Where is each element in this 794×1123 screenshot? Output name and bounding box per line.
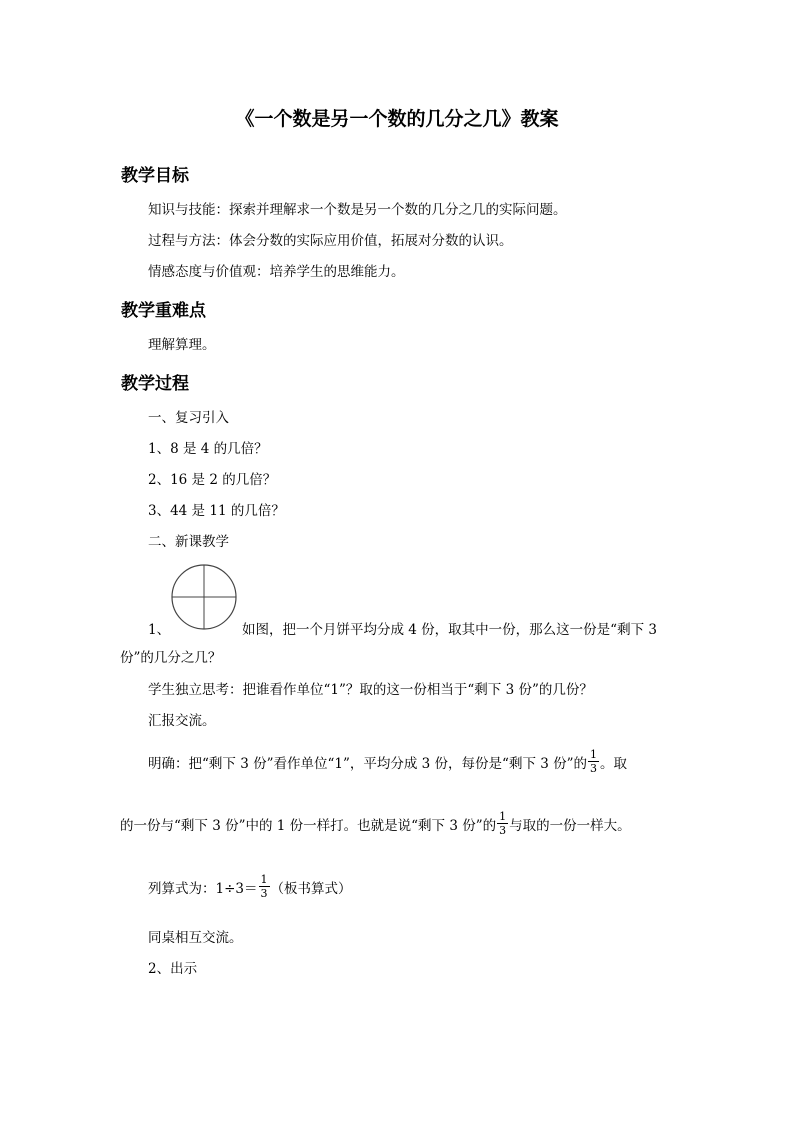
clarify-text-d: 与取的一份一样大。 bbox=[509, 817, 631, 834]
fraction-denominator: 3 bbox=[499, 824, 507, 837]
fraction-numerator: 1 bbox=[590, 748, 598, 761]
fraction-numerator: 1 bbox=[260, 873, 268, 886]
formula-text-b: （板书算式） bbox=[270, 880, 352, 897]
report-line: 汇报交流。 bbox=[148, 713, 216, 729]
circle-quarters-figure bbox=[170, 563, 238, 631]
step1-continued: 份”的几分之几？ bbox=[120, 650, 222, 666]
review-item-3: 3、44 是 11 的几倍？ bbox=[148, 503, 285, 519]
review-title: 一、复习引入 bbox=[148, 410, 229, 426]
key-points-heading: 教学重难点 bbox=[121, 301, 206, 321]
key-point-item: 理解算理。 bbox=[148, 337, 216, 353]
step2-line: 2、出示 bbox=[148, 961, 198, 977]
goal-knowledge: 知识与技能：探索并理解求一个数是另一个数的几分之几的实际问题。 bbox=[148, 202, 567, 218]
mooncake-diagram bbox=[170, 563, 238, 631]
goals-heading: 教学目标 bbox=[121, 166, 189, 186]
formula-text-a: 列算式为：1÷3＝ bbox=[148, 880, 258, 897]
clarify-line-1 bbox=[148, 748, 627, 775]
clarify-text-a: 明确：把“剩下 3 份”看作单位“1”，平均分成 3 份，每份是“剩下 3 份”的 bbox=[148, 755, 588, 772]
step1-number: 1、 bbox=[148, 622, 171, 638]
fraction-numerator: 1 bbox=[499, 810, 507, 823]
page-title: 《一个数是另一个数的几分之几》教案 bbox=[235, 108, 559, 130]
fraction-denominator: 3 bbox=[260, 887, 268, 900]
discuss-line: 同桌相互交流。 bbox=[148, 930, 243, 946]
clarify-text-c: 的一份与“剩下 3 份”中的 1 份一样打。也就是说“剩下 3 份”的 bbox=[120, 817, 497, 834]
goal-process: 过程与方法：体会分数的实际应用价值，拓展对分数的认识。 bbox=[148, 233, 513, 249]
formula-line bbox=[148, 873, 352, 900]
clarify-line-2 bbox=[120, 810, 631, 837]
think-prompt: 学生独立思考：把谁看作单位“1”？取的这一份相当于“剩下 3 份”的几份？ bbox=[148, 682, 593, 698]
fraction-one-third bbox=[259, 873, 270, 900]
clarify-text-b: 。取 bbox=[600, 755, 628, 772]
step1-text: 如图，把一个月饼平均分成 4 份，取其中一份，那么这一份是“剩下 3 bbox=[242, 622, 657, 638]
review-item-2: 2、16 是 2 的几倍？ bbox=[148, 472, 277, 488]
fraction-one-third bbox=[497, 810, 508, 837]
review-item-1: 1、8 是 4 的几倍？ bbox=[148, 441, 268, 457]
new-lesson-title: 二、新课教学 bbox=[148, 534, 229, 550]
goal-attitude: 情感态度与价值观：培养学生的思维能力。 bbox=[148, 264, 405, 280]
fraction-one-third bbox=[588, 748, 599, 775]
fraction-denominator: 3 bbox=[590, 762, 598, 775]
process-heading: 教学过程 bbox=[121, 374, 189, 394]
